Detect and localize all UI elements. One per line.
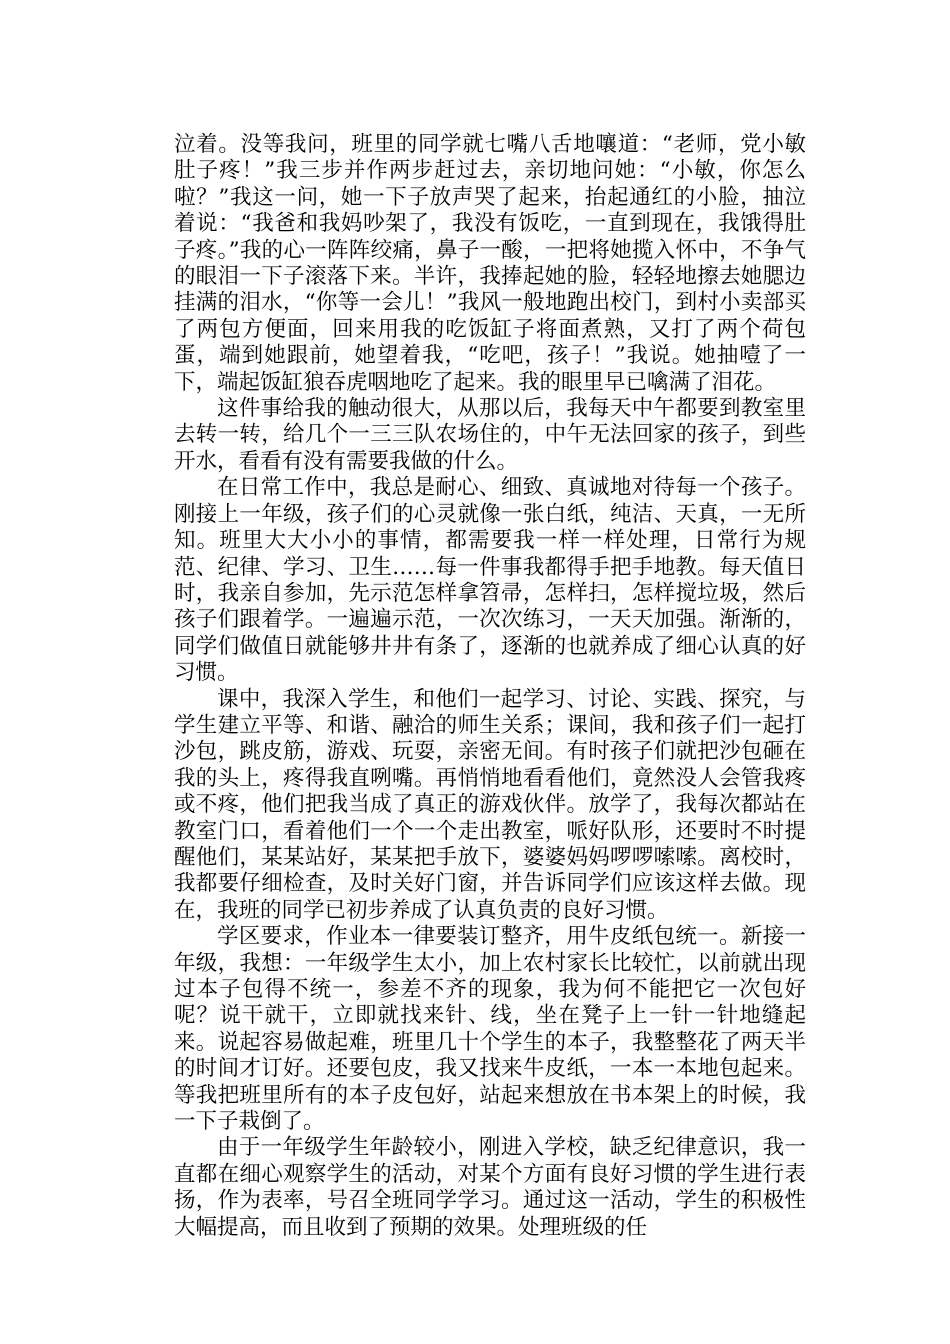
paragraph: 这件事给我的触动很大，从那以后，我每天中午都要到教室里去转一转，给几个一三三队农场住的，中午无法回家的孩子，到些开水，看看有没有需要我做的什么。 xyxy=(174,396,806,474)
body-text xyxy=(174,132,806,1241)
paragraph-continued: 泣着。没等我问，班里的同学就七嘴八舌地嚷道：“老师，党小敏肚子疼！”我三步并作两步赶过去，亲切地问她：“小敏，你怎么啦？”我这一问，她一下子放声哭了起来，抬起通红的小脸，抽泣着说：“我爸和我妈吵架了，我没有饭吃，一直到现在，我饿得肚子疼。”我的心一阵阵绞痛，鼻子一酸，一把将她揽入怀中，不争气的眼泪一下子滚落下来。半许，我捧起她的脸，轻轻地擦去她腮边挂满的泪水，“你等一会儿！”我风一般地跑出校门，到村小卖部买了两包方便面，回来用我的吃饭缸子将面煮熟，又打了两个荷包蛋，端到她跟前，她望着我，“吃吧，孩子！”我说。她抽噎了一下，端起饭缸狼吞虎咽地吃了起来。我的眼里早已噙满了泪花。 xyxy=(174,132,806,395)
paragraph: 课中，我深入学生，和他们一起学习、讨论、实践、探究，与学生建立平等、和谐、融洽的师生关系；课间，我和孩子们一起打沙包，跳皮筋，游戏、玩耍，亲密无间。有时孩子们就把沙包砸在我的头上，疼得我直咧嘴。再悄悄地看看他们，竟然没人会管我疼或不疼，他们把我当成了真正的游戏伙伴。放学了，我每次都站在教室门口，看着他们一个一个走出教室，哌好队形，还要时不时提醒他们，某某站好，某某把手放下，婆婆妈妈啰啰嗦嗦。离校时，我都要仔细检查，及时关好门窗，并告诉同学们应该这样去做。现在，我班的同学已初步养成了认真负责的良好习惯。 xyxy=(174,686,806,923)
paragraph: 学区要求，作业本一律要装订整齐，用牛皮纸包统一。新接一年级，我想：一年级学生太小，加上农村家长比较忙，以前就出现过本子包得不统一，参差不齐的现象，我为何不能把它一次包好呢？说干就干，立即就找来针、线，坐在凳子上一针一针地缝起来。说起容易做起难，班里几十个学生的本子，我整整花了两天半的时间才订好。还要包皮，我又找来牛皮纸，一本一本地包起来。等我把班里所有的本子皮包好，站起来想放在书本架上的时候，我一下子栽倒了。 xyxy=(174,924,806,1135)
paragraph: 由于一年级学生年龄较小，刚进入学校，缺乏纪律意识，我一直都在细心观察学生的活动，对某个方面有良好习惯的学生进行表扬，作为表率，号召全班同学学习。通过这一活动，学生的积极性大幅提高，而且收到了预期的效果。处理班级的任 xyxy=(174,1135,806,1240)
paragraph: 在日常工作中，我总是耐心、细致、真诚地对待每一个孩子。刚接上一年级，孩子们的心灵就像一张白纸，纯洁、天真，一无所知。班里大大小小的事情，都需要我一样一样处理，日常行为规范、纪律、学习、卫生……每一件事我都得手把手地教。每天值日时，我亲自参加，先示范怎样拿笤帚，怎样扫，怎样搅垃圾，然后孩子们跟着学。一遍遍示范，一次次练习，一天天加强。渐渐的，同学们做值日就能够井井有条了，逐渐的也就养成了细心认真的好习惯。 xyxy=(174,475,806,686)
